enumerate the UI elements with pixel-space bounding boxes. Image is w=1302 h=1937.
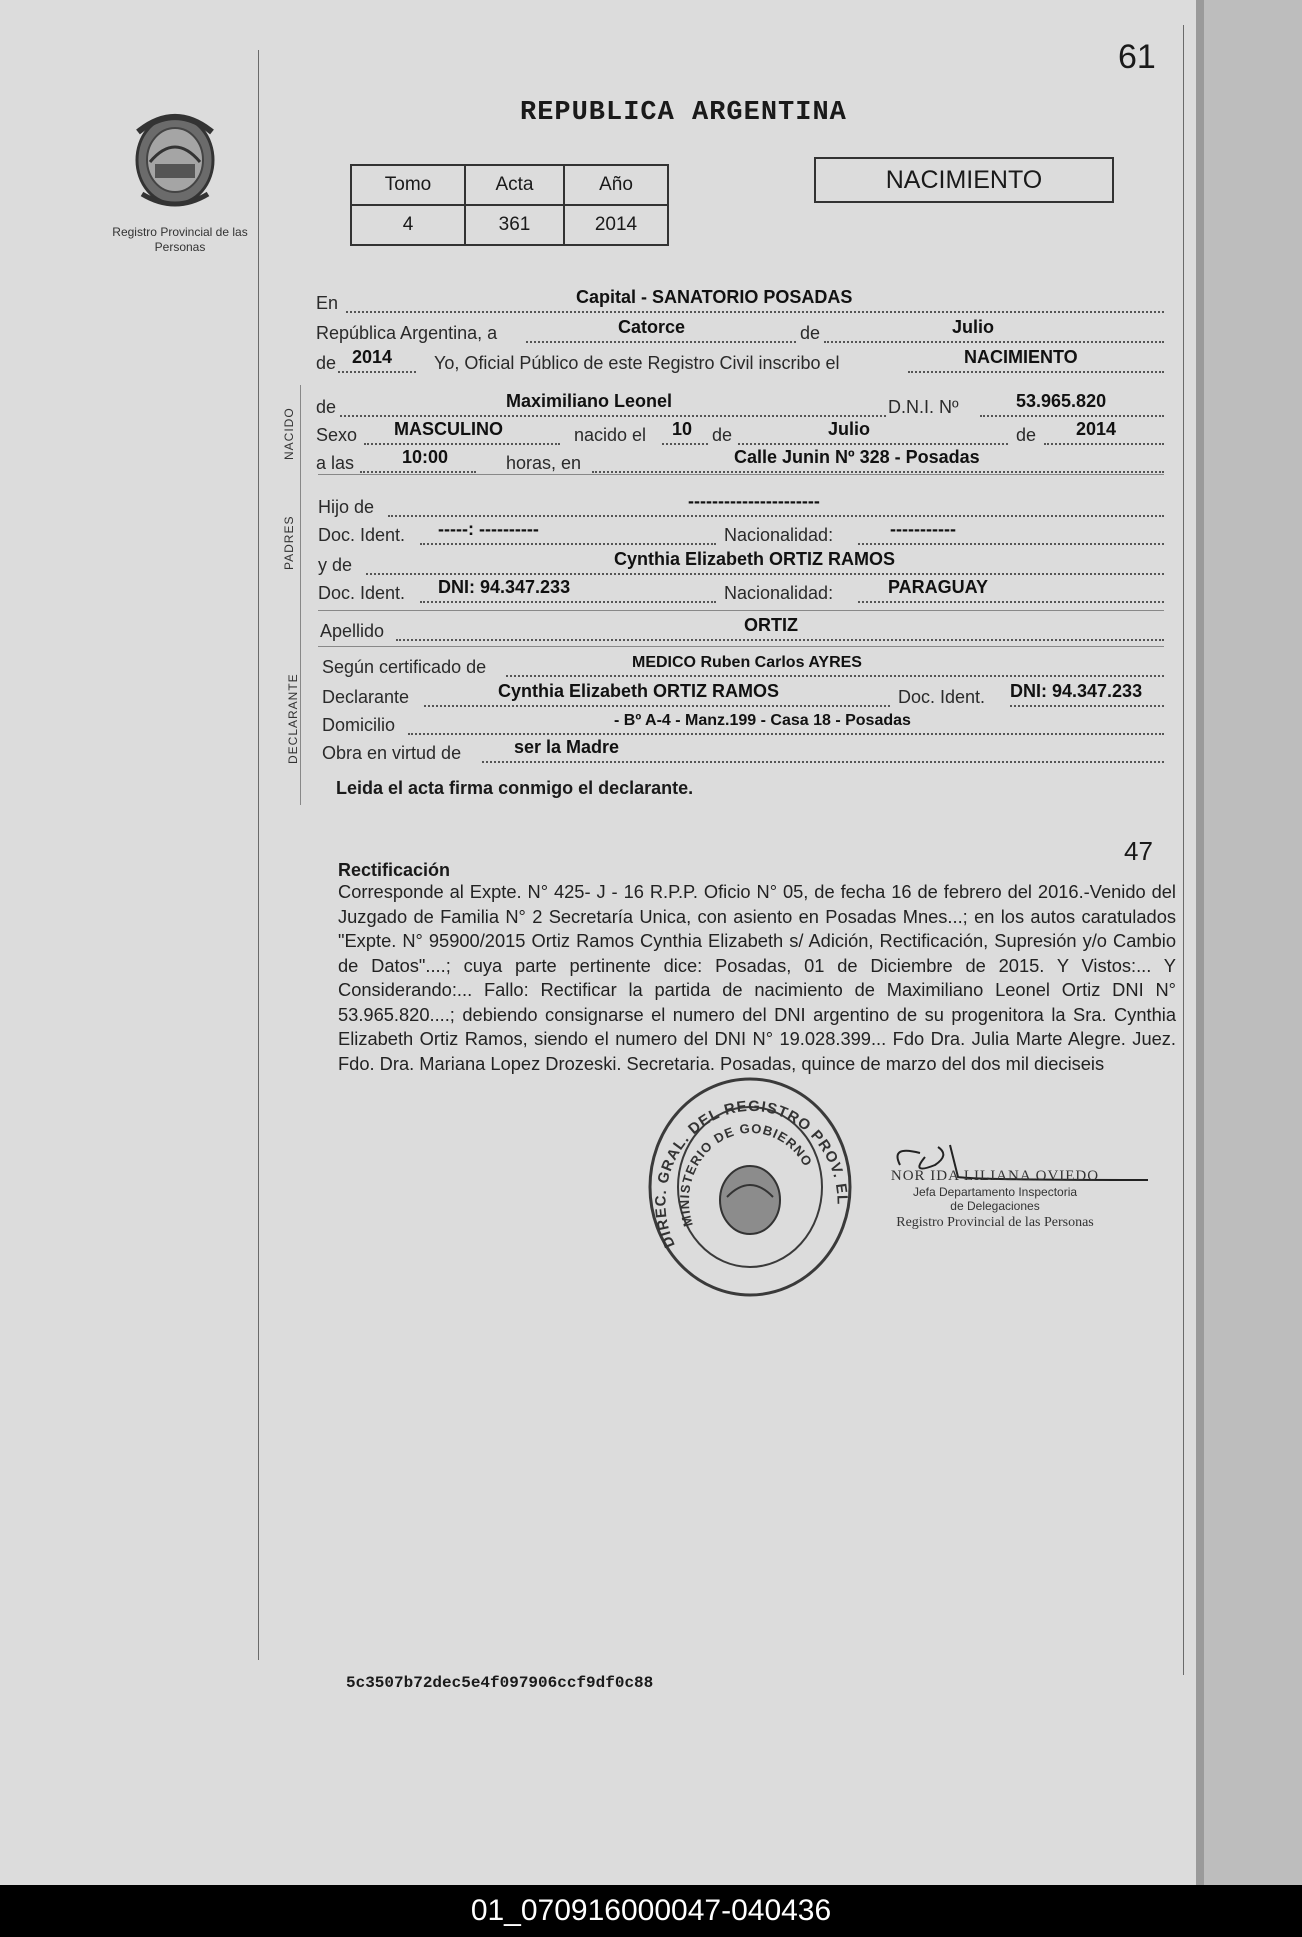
mother-nationality-value: PARAGUAY — [888, 577, 989, 597]
section-margin-line — [300, 385, 301, 805]
section-declarante: DECLARANTE — [286, 673, 300, 764]
birth-hour-value: 10:00 — [402, 447, 449, 467]
signatory-line2: de Delegaciones — [950, 1199, 1040, 1213]
note-number: 47 — [1124, 836, 1153, 866]
signatory-line1: Jefa Departamento Inspectoria — [912, 1185, 1078, 1199]
declarant-name-value: Cynthia Elizabeth ORTIZ RAMOS — [498, 681, 780, 701]
row-declarante: Declarante Cynthia Elizabeth ORTIZ RAMOS Doc. Ident. DNI: 94.347.233 — [316, 682, 1164, 710]
page-edge — [1196, 0, 1204, 1885]
left-margin-line — [258, 50, 259, 1660]
declarant-doc-value: DNI: 94.347.233 — [1010, 681, 1143, 701]
row-hijo: Hijo de ---------------------- — [316, 492, 1164, 520]
header-ano: Año — [564, 165, 668, 205]
document-title: REPUBLICA ARGENTINA — [520, 98, 847, 128]
row-republica: República Argentina, a Catorce de Julio — [316, 318, 1164, 346]
birth-day-value: 10 — [672, 419, 693, 439]
row-certificado: Según certificado de MEDICO Ruben Carlos AYRES — [316, 652, 1164, 680]
birth-place-value: Calle Junin Nº 328 - Posadas — [734, 447, 980, 467]
row-apellido: Apellido ORTIZ — [316, 616, 1164, 644]
row-madre: y de Cynthia Elizabeth ORTIZ RAMOS — [316, 550, 1164, 578]
register-table — [350, 164, 669, 246]
footer-id: 01_070916000047-040436 — [0, 1885, 1302, 1937]
child-dni-value: 53.965.820 — [1016, 391, 1107, 411]
mother-name-value: Cynthia Elizabeth ORTIZ RAMOS — [614, 549, 896, 569]
row-obra: Obra en virtud de ser la Madre — [316, 738, 1164, 766]
place-value: Capital - SANATORIO POSADAS — [576, 287, 853, 307]
svg-text:MINISTERIO DE GOBIERNO: MINISTERIO DE GOBIERNO — [676, 1120, 816, 1229]
row-padre-doc: Doc. Ident. -----: ---------- Nacionalidad: ----------- — [316, 520, 1164, 548]
father-name-value: ---------------------- — [688, 491, 820, 511]
record-type-box: NACIMIENTO — [814, 157, 1114, 203]
father-doc-value: -----: ---------- — [438, 519, 539, 539]
certificate-value: MEDICO Ruben Carlos AYRES — [632, 654, 862, 671]
row-madre-doc: Doc. Ident. DNI: 94.347.233 Nacionalidad: PARAGUAY — [316, 578, 1164, 606]
row-nombre: de Maximiliano Leonel D.N.I. Nº 53.965.820 — [316, 392, 1164, 420]
section-padres: PADRES — [282, 515, 296, 570]
rectification-title: Rectificación — [338, 860, 451, 880]
value-tomo: 4 — [351, 205, 465, 245]
right-margin-line — [1183, 25, 1184, 1675]
row-en: En Capital - SANATORIO POSADAS — [316, 288, 1164, 316]
official-stamp-icon — [645, 1075, 855, 1300]
day-value: Catorce — [618, 317, 686, 337]
document-hash: 5c3507b72dec5e4f097906ccf9df0c88 — [346, 1674, 654, 1692]
page-number: 61 — [1118, 38, 1156, 76]
header-acta: Acta — [465, 165, 564, 205]
father-nationality-value: ----------- — [890, 519, 956, 539]
mother-doc-value: DNI: 94.347.233 — [438, 577, 571, 597]
surname-value: ORTIZ — [744, 615, 798, 635]
sex-value: MASCULINO — [394, 419, 503, 439]
misiones-crest-icon — [120, 102, 230, 212]
row-hora: a las 10:00 horas, en Calle Junin Nº 328 - Posadas — [316, 448, 1164, 476]
row-sexo: Sexo MASCULINO nacido el 10 de Julio de 2014 — [316, 420, 1164, 448]
acts-by-virtue-value: ser la Madre — [514, 737, 620, 757]
month-value: Julio — [952, 317, 995, 337]
logo-caption: Registro Provincial de las Personas — [112, 225, 248, 254]
birth-month-value: Julio — [828, 419, 871, 439]
rectification-body: Corresponde al Expte. N° 425- J - 16 R.P.P. Oficio N° 05, de fecha 16 de febrero del 2016.-Venido del Juzgado de Familia N° 2 Secretaría Unica, con asiento en Posadas Mnes...; en los autos caratulados "Expte. N° 95900/2015 Ortiz Ramos Cynthia Elizabeth s/ Adición, Rectificación, Supresión y/o Cambio de Datos"....; cuya parte pertinente dice: Posadas, 01 de Diciembre de 2015. Y Vistos:... Y Considerando:... Fallo: Rectificar la partida de nacimiento de Maximiliano Leonel Ortiz DNI N° 53.965.820....; debiendo consignarse el numero del DNI argentino de su progenitora la Sra. Cynthia Elizabeth Ortiz Ramos, siendo el numero del DNI N° 19.028.399... Fdo Dra. Julia Marte Alegre. Juez. Fdo. Dra. Mariana Lopez Drozeski. Secretaria. Posadas, quince de marzo del dos mil dieciseis — [338, 881, 1176, 1074]
value-acta: 361 — [465, 205, 564, 245]
header-tomo: Tomo — [351, 165, 465, 205]
signature-block — [870, 1168, 1120, 1233]
address-value: - Bº A-4 - Manz.199 - Casa 18 - Posadas — [614, 712, 911, 729]
row-year: de 2014 Yo, Oficial Público de este Registro Civil inscribo el NACIMIENTO — [316, 348, 1164, 376]
svg-text:DIREC. GRAL. DEL REGISTRO PROV: DIREC. GRAL. DEL REGISTRO PROV. EL — [652, 1097, 851, 1251]
inscribo-value: NACIMIENTO — [964, 347, 1078, 367]
closing-statement: Leida el acta firma conmigo el declarante. — [336, 778, 694, 798]
signatory-line3: Registro Provincial de las Personas — [896, 1215, 1094, 1230]
child-name-value: Maximiliano Leonel — [506, 391, 673, 411]
row-domicilio: Domicilio - Bº A-4 - Manz.199 - Casa 18 - Posadas — [316, 710, 1164, 738]
birth-year-value: 2014 — [1076, 419, 1117, 439]
value-ano: 2014 — [564, 205, 668, 245]
section-nacido: NACIDO — [282, 407, 296, 460]
year-value: 2014 — [352, 347, 393, 367]
signatory-name: NOR IDA LILIANA OVIEDO — [890, 1168, 1100, 1184]
